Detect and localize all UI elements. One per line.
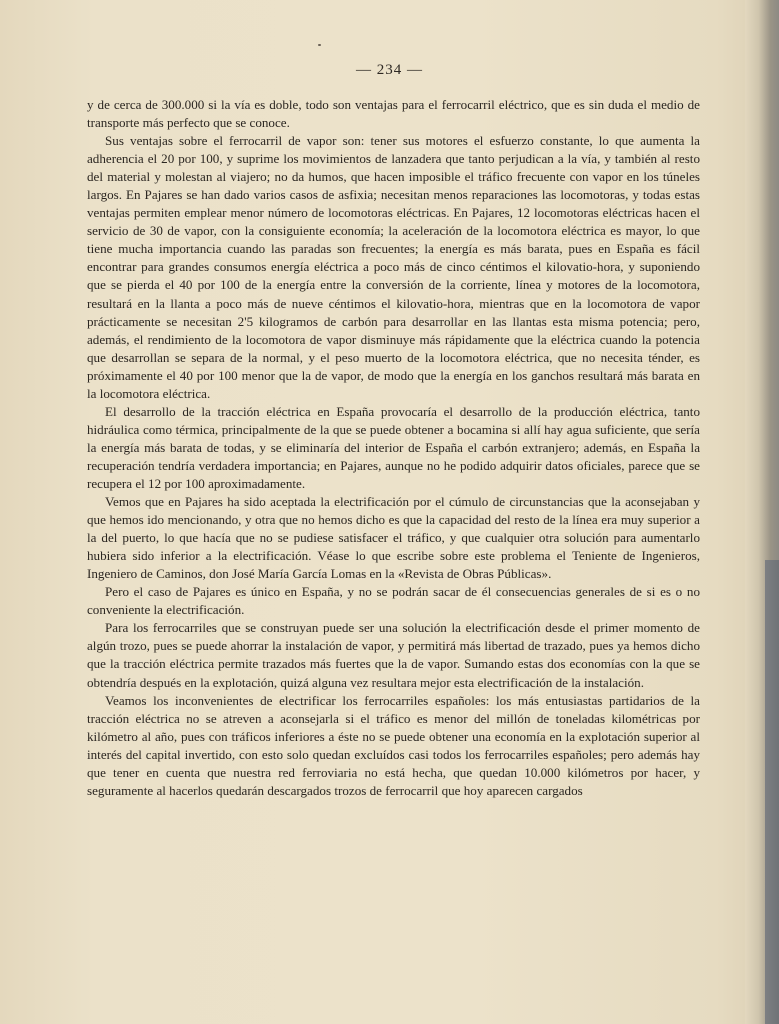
body-text	[87, 96, 700, 800]
paragraph-inconvenientes: Veamos los inconvenientes de electrificar los ferrocarriles españoles: los más entusiastas partidarios de la tracción eléctrica no se atreven a aconsejarla si el tráfico es menor del millón de toneladas kilométricas por kilómetro al año, pues con tráficos inferiores a éste no se puede obtener una economía en la explotación superior al interés del capital invertido, con esto solo quedan excluídos casi todos los ferrocarriles españoles; pero además hay que tener en cuenta que nuestra red ferroviaria no está hecha, que quedan 10.000 kilómetros por hacer, y seguramente al hacerlos quedarán descargados trozos de ferrocarril que hoy aparecen cargados	[87, 692, 700, 798]
paragraph-pajares: Vemos que en Pajares ha sido aceptada la electrificación por el cúmulo de circunstancias que la aconsejaban y que hemos ido mencionando, y otra que no hemos dicho es que la capacidad del resto de la línea era muy superior a la del puerto, lo que hacía que no se pudiese satisfacer el tráfico, y que cualquier otra solución para aumentarlo hubiera sido inferior a la electrificación. Véase lo que escribe sobre este problema el Teniente de Ingenieros, Ingeniero de Caminos, don José María García Lomas en la «Revista de Obras Públicas».	[87, 494, 700, 582]
paragraph-desarrollo: El desarrollo de la tracción eléctrica en España provocaría el desarrollo de la producción eléctrica, tanto hidráulica como térmica, principalmente de la que se puede obtener a bocamina si allí hay agua suficiente, que sería la energía más barata de todas, y se eliminaría del interior de España el carbón extranjero; además, en España la recuperación tendría verdadera importancia; en Pajares, aunque no he podido adquirir datos oficiales, parece que se recupera el 12 por 100 aproximadamente.	[87, 403, 700, 491]
binding-edge	[765, 560, 779, 1024]
paragraph-continuation: y de cerca de 300.000 si la vía es doble, todo son ventajas para el ferrocarril eléctrico, que es sin duda el medio de transporte más perfecto que se conoce.	[87, 97, 700, 131]
paragraph-caso-unico: Pero el caso de Pajares es único en España, y no se podrán sacar de él consecuencias generales de si es o no conveniente la electrificación.	[87, 584, 700, 618]
paragraph-ventajas: Sus ventajas sobre el ferrocarril de vapor son: tener sus motores el esfuerzo constante, lo que aumenta la adherencia el 20 por 100, y suprime los movimientos de lanzadera que tanto perjudican a la vía, y también al resto del material y molestan al viajero; no da humos, que hacen imposible el tráfico frecuente con vapor en los túneles largos. En Pajares se han dado varios casos de asfixia; necesitan menos reparaciones las locomotoras, y todas estas ventajas permiten emplear menor número de locomotoras eléctricas. En Pajares, 12 locomotoras eléctricas hacen el servicio de 30 de vapor, con la consiguiente economía; la aceleración de la locomotora eléctrica es mayor, lo que tiene mucha importancia cuando las paradas son frecuentes; la energía es más barata, pues en España es fácil encontrar para grandes consumos energía eléctrica a poco más de cinco céntimos el kilovatio-hora, y suponiendo que se pierda el 40 por 100 de la energía entre la conversión de la corriente, línea y motores de la locomotora, resultará en la llanta a poco más de nueve céntimos el kilovatio-hora, mientras que en la locomotora de vapor prácticamente se necesitan 2'5 kilogramos de carbón para desarrollar en las llantas esta misma potencia; pero, además, el rendimiento de la locomotora de vapor disminuye más rápidamente que la eléctrica cuando la potencia que desarrollan se separa de la normal, y el peso muerto de la locomotora eléctrica, que no necesita ténder, es próximamente el 40 por 100 menor que la de vapor, de modo que la energía en los ganchos resultará más barata en la locomotora eléctrica.	[87, 133, 700, 401]
page-number: — 234 —	[356, 62, 423, 78]
paper-speck	[318, 44, 321, 46]
paragraph-nuevos-ferrocarriles: Para los ferrocarriles que se construyan puede ser una solución la electrificación desde el primer momento de algún trozo, pues se puede ahorrar la instalación de vapor, y permitirá más libertad de trazado, pues ya hemos dicho que la tracción eléctrica permite trazados más fuertes que la de vapor. Sumando estas dos economías con la que se obtendría después en la explotación, quizá alguna vez resultara mejor esta electrificación de la instalación.	[87, 620, 700, 690]
